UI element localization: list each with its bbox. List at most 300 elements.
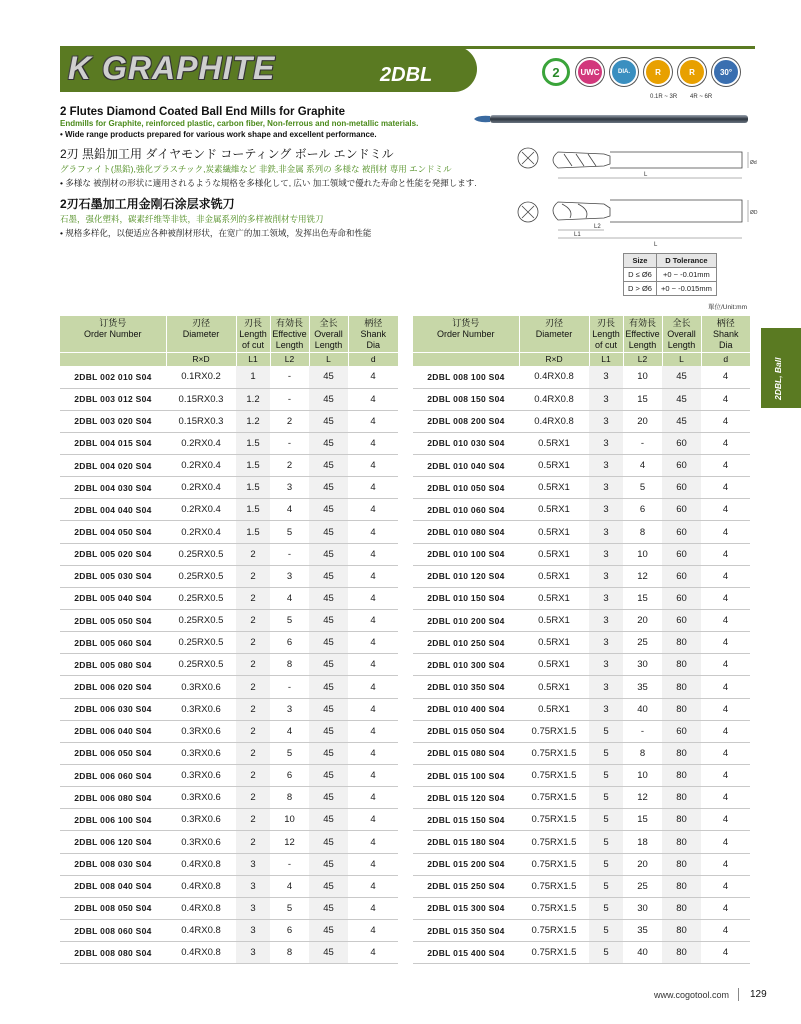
- cell-l: 45: [309, 897, 348, 919]
- cell-l: 80: [662, 698, 701, 720]
- cell-diameter: 0.5RX1: [519, 477, 589, 499]
- cell-l: 60: [662, 587, 701, 609]
- cell-l2: 3: [270, 477, 309, 499]
- table-row: [60, 720, 398, 742]
- cell-l: 45: [309, 477, 348, 499]
- table-row: [413, 632, 750, 654]
- cell-l2: 6: [270, 632, 309, 654]
- cell-l2: 20: [623, 410, 662, 432]
- cell-l: 45: [309, 410, 348, 432]
- cell-l2: 10: [623, 543, 662, 565]
- cell-d: 4: [701, 455, 750, 477]
- cell-d: 4: [348, 521, 398, 543]
- cell-code: 2DBL 005 040 S04: [60, 587, 166, 609]
- cell-diameter: 0.25RX0.5: [166, 543, 236, 565]
- cell-code: 2DBL 008 100 S04: [413, 366, 519, 388]
- cell-l: 80: [662, 654, 701, 676]
- cell-l: 45: [309, 499, 348, 521]
- cell-l2: 2: [270, 455, 309, 477]
- cell-d: 4: [348, 654, 398, 676]
- cell-diameter: 0.5RX1: [519, 676, 589, 698]
- cell-l: 45: [309, 543, 348, 565]
- cell-l: 80: [662, 853, 701, 875]
- cell-l2: 8: [270, 942, 309, 964]
- table-row: [413, 698, 750, 720]
- cell-code: 2DBL 015 200 S04: [413, 853, 519, 875]
- subheader-rxd: R×D: [519, 353, 589, 367]
- cell-code: 2DBL 015 250 S04: [413, 875, 519, 897]
- cell-code: 2DBL 010 200 S04: [413, 610, 519, 632]
- cell-code: 2DBL 010 120 S04: [413, 565, 519, 587]
- subtitle-jp: グラファイト(黒鉛),強化プラスチック,炭素繊維など 非鉄,非金属 系列の 多様な 被削材 専用 エンドミル: [60, 164, 452, 174]
- model-code: 2DBL: [380, 64, 433, 86]
- cell-d: 4: [701, 698, 750, 720]
- cell-l: 45: [662, 366, 701, 388]
- cell-diameter: 0.4RX0.8: [166, 853, 236, 875]
- cell-diameter: 0.4RX0.8: [519, 388, 589, 410]
- cell-diameter: 0.4RX0.8: [166, 875, 236, 897]
- subheader-l2: L2: [623, 353, 662, 367]
- cell-l1: 5: [589, 765, 623, 787]
- cell-d: 4: [348, 410, 398, 432]
- cell-l: 45: [309, 698, 348, 720]
- cell-l1: 1: [236, 366, 270, 388]
- cell-d: 4: [348, 920, 398, 942]
- cell-l2: 20: [623, 853, 662, 875]
- cell-l1: 3: [589, 455, 623, 477]
- cell-diameter: 0.3RX0.6: [166, 720, 236, 742]
- table-row: [60, 477, 398, 499]
- table-row: [60, 698, 398, 720]
- cell-d: 4: [348, 897, 398, 919]
- cell-diameter: 0.2RX0.4: [166, 455, 236, 477]
- cell-l1: 5: [589, 787, 623, 809]
- cell-l: 45: [662, 388, 701, 410]
- cell-l: 60: [662, 610, 701, 632]
- radius-tolerance-icon-1: R: [644, 58, 672, 86]
- cell-code: 2DBL 010 040 S04: [413, 455, 519, 477]
- tol-cell: +0 ~ -0.015mm: [656, 282, 716, 296]
- cell-l: 45: [309, 676, 348, 698]
- cell-code: 2DBL 015 080 S04: [413, 742, 519, 764]
- section-tab-label: 2DBL, Ball: [773, 357, 783, 400]
- cell-l: 80: [662, 897, 701, 919]
- cell-l1: 3: [589, 676, 623, 698]
- cell-l1: 1.5: [236, 521, 270, 543]
- cell-code: 2DBL 015 120 S04: [413, 787, 519, 809]
- tol-header-d: D Tolerance: [656, 254, 716, 268]
- cell-l: 45: [309, 920, 348, 942]
- header-overall-length: 全长 Overall Length: [662, 316, 701, 353]
- cell-d: 4: [701, 499, 750, 521]
- cell-diameter: 0.4RX0.8: [519, 410, 589, 432]
- table-row: [413, 455, 750, 477]
- cell-code: 2DBL 005 060 S04: [60, 632, 166, 654]
- cell-l: 60: [662, 499, 701, 521]
- header-order-number: 订货号 Order Number: [413, 316, 519, 353]
- cell-diameter: 0.75RX1.5: [519, 787, 589, 809]
- cell-l2: 8: [270, 654, 309, 676]
- cell-code: 2DBL 006 100 S04: [60, 809, 166, 831]
- cell-l1: 3: [589, 410, 623, 432]
- table-row: [60, 942, 398, 964]
- tolerance-table: [623, 253, 717, 296]
- table-row: [413, 720, 750, 742]
- dim-d: Ød: [750, 160, 757, 166]
- cell-l2: 8: [270, 787, 309, 809]
- cell-l2: 15: [623, 809, 662, 831]
- cell-l: 80: [662, 676, 701, 698]
- cell-l2: 35: [623, 676, 662, 698]
- cell-diameter: 0.3RX0.6: [166, 742, 236, 764]
- cell-l2: 5: [270, 897, 309, 919]
- cell-diameter: 0.2RX0.4: [166, 432, 236, 454]
- cell-code: 2DBL 006 120 S04: [60, 831, 166, 853]
- helix-angle-icon: 30°: [712, 58, 740, 86]
- header-shank-dia: 柄径 Shank Dia: [348, 316, 398, 353]
- dim-l-top: L: [644, 172, 648, 178]
- cell-diameter: 0.5RX1: [519, 499, 589, 521]
- table-row: [60, 388, 398, 410]
- table-row: [413, 654, 750, 676]
- tol-cell: D ≤ Ø6: [624, 268, 657, 282]
- table-row: [60, 587, 398, 609]
- cell-code: 2DBL 004 040 S04: [60, 499, 166, 521]
- cell-code: 2DBL 010 350 S04: [413, 676, 519, 698]
- brand-rule: [455, 46, 755, 49]
- cell-d: 4: [701, 765, 750, 787]
- cell-d: 4: [701, 942, 750, 964]
- cell-l2: 3: [270, 565, 309, 587]
- cell-l1: 3: [589, 632, 623, 654]
- table-row: [60, 654, 398, 676]
- cell-d: 4: [701, 897, 750, 919]
- cell-l1: 2: [236, 787, 270, 809]
- subheader-rxd: R×D: [166, 353, 236, 367]
- cell-code: 2DBL 010 250 S04: [413, 632, 519, 654]
- cell-l1: 2: [236, 809, 270, 831]
- uwc-icon: UWC: [576, 58, 604, 86]
- cell-diameter: 0.2RX0.4: [166, 477, 236, 499]
- cell-l1: 1.5: [236, 499, 270, 521]
- cell-l2: 2: [270, 410, 309, 432]
- table-row: [60, 875, 398, 897]
- cell-d: 4: [701, 787, 750, 809]
- cell-l: 80: [662, 920, 701, 942]
- cell-code: 2DBL 015 180 S04: [413, 831, 519, 853]
- spec-table-right: [413, 316, 750, 964]
- cell-l2: 12: [623, 787, 662, 809]
- spec-table-left: [60, 316, 398, 964]
- subheader-blank: [60, 353, 166, 367]
- cell-diameter: 0.5RX1: [519, 698, 589, 720]
- cell-l1: 1.2: [236, 410, 270, 432]
- cell-d: 4: [701, 853, 750, 875]
- cell-l1: 5: [589, 897, 623, 919]
- cell-diameter: 0.5RX1: [519, 543, 589, 565]
- table-row: [60, 765, 398, 787]
- cell-diameter: 0.75RX1.5: [519, 831, 589, 853]
- section-tab: [761, 328, 801, 408]
- cell-l: 80: [662, 831, 701, 853]
- cell-l: 45: [309, 720, 348, 742]
- cell-l: 45: [309, 455, 348, 477]
- table-row: [413, 410, 750, 432]
- cell-l2: -: [623, 432, 662, 454]
- cell-code: 2DBL 006 020 S04: [60, 676, 166, 698]
- cell-code: 2DBL 010 300 S04: [413, 654, 519, 676]
- cell-d: 4: [701, 742, 750, 764]
- cell-diameter: 0.4RX0.8: [166, 897, 236, 919]
- cell-code: 2DBL 006 040 S04: [60, 720, 166, 742]
- cell-l2: 40: [623, 698, 662, 720]
- cell-d: 4: [701, 920, 750, 942]
- cell-l2: 8: [623, 521, 662, 543]
- cell-code: 2DBL 008 150 S04: [413, 388, 519, 410]
- cell-diameter: 0.5RX1: [519, 455, 589, 477]
- cell-l1: 5: [589, 742, 623, 764]
- feature-badges: [542, 58, 740, 86]
- cell-diameter: 0.75RX1.5: [519, 920, 589, 942]
- cell-l2: 5: [270, 610, 309, 632]
- cell-l2: 3: [270, 698, 309, 720]
- cell-l2: 4: [270, 587, 309, 609]
- cell-l: 45: [309, 388, 348, 410]
- subheader-d: d: [348, 353, 398, 367]
- cell-l: 80: [662, 765, 701, 787]
- cell-code: 2DBL 015 150 S04: [413, 809, 519, 831]
- cell-d: 4: [348, 875, 398, 897]
- table-row: [60, 366, 398, 388]
- cell-d: 4: [701, 809, 750, 831]
- cell-code: 2DBL 004 020 S04: [60, 455, 166, 477]
- cell-l1: 1.5: [236, 432, 270, 454]
- dim-l2: L2: [594, 224, 601, 230]
- cell-d: 4: [701, 366, 750, 388]
- subheader-l2: L2: [270, 353, 309, 367]
- table-row: [413, 787, 750, 809]
- table-row: [413, 477, 750, 499]
- table-row: [413, 543, 750, 565]
- cell-l: 80: [662, 742, 701, 764]
- tol-header-size: Size: [624, 254, 657, 268]
- cell-code: 2DBL 015 400 S04: [413, 942, 519, 964]
- table-row: [60, 787, 398, 809]
- table-row: [60, 432, 398, 454]
- cell-code: 2DBL 005 030 S04: [60, 565, 166, 587]
- header-length-of-cut: 刃長 Length of cut: [236, 316, 270, 353]
- cell-code: 2DBL 010 080 S04: [413, 521, 519, 543]
- cell-d: 4: [701, 587, 750, 609]
- cell-d: 4: [701, 388, 750, 410]
- table-row: [413, 765, 750, 787]
- header-order-number: 订货号 Order Number: [60, 316, 166, 353]
- cell-l1: 3: [589, 610, 623, 632]
- cell-l2: 4: [270, 875, 309, 897]
- cell-diameter: 0.5RX1: [519, 521, 589, 543]
- cell-diameter: 0.25RX0.5: [166, 654, 236, 676]
- cell-l: 60: [662, 432, 701, 454]
- cell-code: 2DBL 010 100 S04: [413, 543, 519, 565]
- table-row: [60, 676, 398, 698]
- table-row: [60, 632, 398, 654]
- cell-d: 4: [701, 610, 750, 632]
- cell-d: 4: [348, 632, 398, 654]
- cell-diameter: 0.75RX1.5: [519, 942, 589, 964]
- cell-diameter: 0.5RX1: [519, 610, 589, 632]
- cell-l2: -: [270, 853, 309, 875]
- cell-d: 4: [701, 521, 750, 543]
- cell-diameter: 0.3RX0.6: [166, 787, 236, 809]
- cell-l1: 2: [236, 632, 270, 654]
- table-row: [413, 875, 750, 897]
- cell-code: 2DBL 010 150 S04: [413, 587, 519, 609]
- cell-d: 4: [348, 432, 398, 454]
- tol-cell: +0 ~ -0.01mm: [656, 268, 716, 282]
- cell-code: 2DBL 003 020 S04: [60, 410, 166, 432]
- cell-diameter: 0.3RX0.6: [166, 831, 236, 853]
- cell-l1: 3: [236, 942, 270, 964]
- table-row: [413, 499, 750, 521]
- table-row: [413, 565, 750, 587]
- cell-d: 4: [701, 654, 750, 676]
- table-row: [413, 897, 750, 919]
- table-row: [60, 853, 398, 875]
- cell-l: 45: [309, 366, 348, 388]
- footer-divider: [738, 988, 739, 1001]
- cell-code: 2DBL 006 080 S04: [60, 787, 166, 809]
- cell-l1: 3: [589, 543, 623, 565]
- cell-l1: 2: [236, 654, 270, 676]
- table-row: [413, 920, 750, 942]
- cell-code: 2DBL 004 015 S04: [60, 432, 166, 454]
- cell-d: 4: [701, 676, 750, 698]
- cell-diameter: 0.5RX1: [519, 587, 589, 609]
- cell-l2: 5: [270, 742, 309, 764]
- cell-d: 4: [348, 809, 398, 831]
- cell-diameter: 0.4RX0.8: [519, 366, 589, 388]
- subheader-blank: [413, 353, 519, 367]
- cell-l: 45: [309, 875, 348, 897]
- table-row: [60, 410, 398, 432]
- cell-d: 4: [348, 720, 398, 742]
- table-row: [413, 610, 750, 632]
- table-row: [413, 388, 750, 410]
- cell-diameter: 0.25RX0.5: [166, 610, 236, 632]
- cell-diameter: 0.25RX0.5: [166, 587, 236, 609]
- cell-l1: 3: [589, 432, 623, 454]
- header-diameter: 刃径 Diameter: [166, 316, 236, 353]
- cell-diameter: 0.75RX1.5: [519, 809, 589, 831]
- cell-d: 4: [348, 698, 398, 720]
- table-row: [60, 455, 398, 477]
- cell-l1: 3: [236, 920, 270, 942]
- cell-diameter: 0.25RX0.5: [166, 632, 236, 654]
- cell-l1: 1.5: [236, 455, 270, 477]
- cell-diameter: 0.5RX1: [519, 632, 589, 654]
- cell-l1: 2: [236, 698, 270, 720]
- table-row: [60, 610, 398, 632]
- cell-l: 45: [309, 432, 348, 454]
- table-row: [60, 499, 398, 521]
- cell-diameter: 0.2RX0.4: [166, 499, 236, 521]
- cell-d: 4: [348, 610, 398, 632]
- subtitle-en: Endmills for Graphite, reinforced plastic, carbon fiber, Non-ferrous and non-metallic materials.: [60, 119, 419, 128]
- cell-l: 45: [309, 654, 348, 676]
- cell-l1: 3: [589, 587, 623, 609]
- tol-cell: D > Ø6: [624, 282, 657, 296]
- cell-code: 2DBL 015 100 S04: [413, 765, 519, 787]
- table-row: [413, 432, 750, 454]
- flute-count-icon: 2: [542, 58, 570, 86]
- cell-l2: 4: [623, 455, 662, 477]
- cell-d: 4: [348, 543, 398, 565]
- table-row: [60, 920, 398, 942]
- cell-code: 2DBL 005 080 S04: [60, 654, 166, 676]
- cell-l2: 35: [623, 920, 662, 942]
- subheader-l: L: [662, 353, 701, 367]
- cell-d: 4: [348, 831, 398, 853]
- cell-l1: 5: [589, 942, 623, 964]
- title-jp: 2刃 黒鉛加工用 ダイヤモンド コーティング ボール エンドミル: [60, 147, 394, 161]
- cell-d: 4: [348, 676, 398, 698]
- cell-diameter: 0.3RX0.6: [166, 698, 236, 720]
- header-length-of-cut: 刃長 Length of cut: [589, 316, 623, 353]
- cell-l1: 2: [236, 742, 270, 764]
- cell-l2: 6: [270, 920, 309, 942]
- cell-d: 4: [701, 720, 750, 742]
- cell-diameter: 0.75RX1.5: [519, 742, 589, 764]
- cell-l: 80: [662, 809, 701, 831]
- badge-sub-2: 4R ~ 6R: [690, 94, 713, 100]
- cell-l2: 40: [623, 942, 662, 964]
- cell-code: 2DBL 006 060 S04: [60, 765, 166, 787]
- cell-l: 45: [662, 410, 701, 432]
- cell-l2: 4: [270, 499, 309, 521]
- cell-code: 2DBL 015 300 S04: [413, 897, 519, 919]
- cell-d: 4: [348, 853, 398, 875]
- cell-code: 2DBL 010 030 S04: [413, 432, 519, 454]
- table-row: [413, 742, 750, 764]
- cell-l: 45: [309, 765, 348, 787]
- cell-d: 4: [701, 831, 750, 853]
- cell-code: 2DBL 004 030 S04: [60, 477, 166, 499]
- cell-l2: 6: [270, 765, 309, 787]
- table-row: [413, 831, 750, 853]
- cell-l: 45: [309, 565, 348, 587]
- cell-l2: 6: [623, 499, 662, 521]
- subheader-l1: L1: [589, 353, 623, 367]
- cell-code: 2DBL 002 010 S04: [60, 366, 166, 388]
- cell-l2: 30: [623, 654, 662, 676]
- cell-diameter: 0.5RX1: [519, 565, 589, 587]
- table-row: [413, 521, 750, 543]
- table-row: [413, 366, 750, 388]
- cell-l1: 5: [589, 720, 623, 742]
- table-row: [413, 809, 750, 831]
- cell-diameter: 0.3RX0.6: [166, 765, 236, 787]
- cell-diameter: 0.2RX0.4: [166, 521, 236, 543]
- cell-l1: 3: [589, 521, 623, 543]
- cell-l1: 2: [236, 765, 270, 787]
- cell-l1: 5: [589, 809, 623, 831]
- table-row: [60, 897, 398, 919]
- table-row: [413, 942, 750, 964]
- cell-l2: -: [623, 720, 662, 742]
- table-row: [60, 521, 398, 543]
- cell-code: 2DBL 008 030 S04: [60, 853, 166, 875]
- subheader-d: d: [701, 353, 750, 367]
